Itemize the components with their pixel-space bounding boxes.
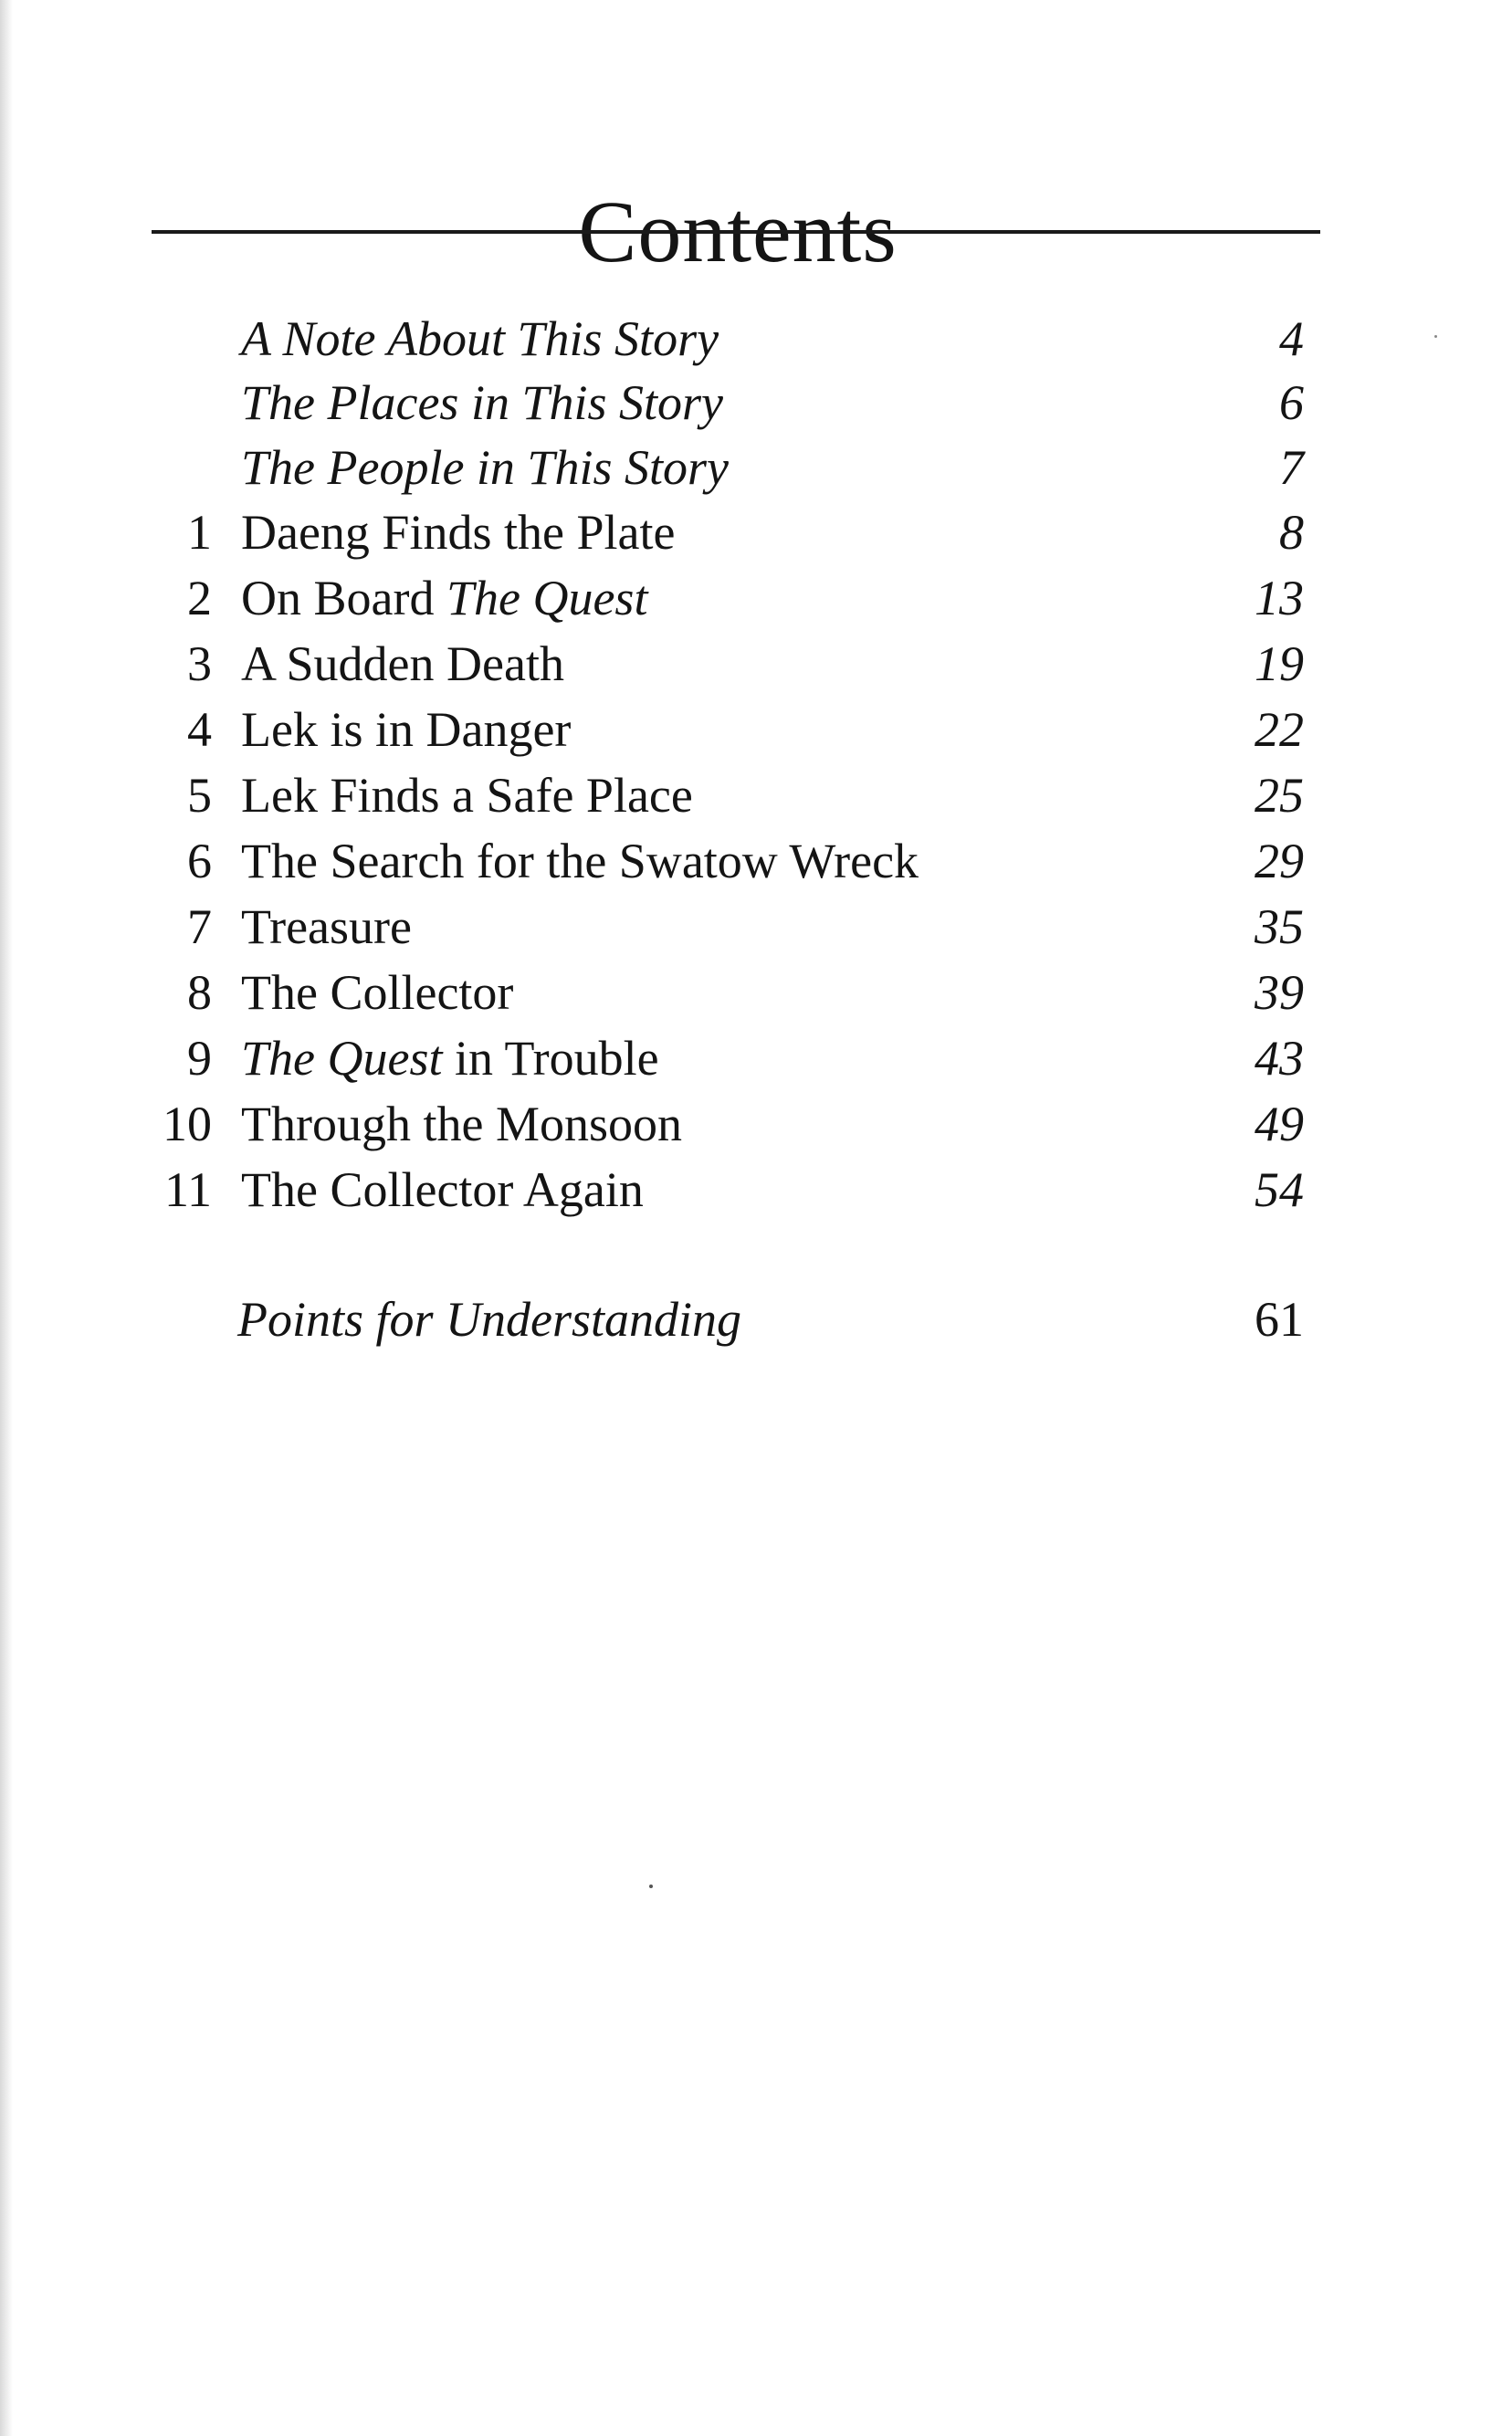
chapter-title: The Collector Again bbox=[241, 1162, 644, 1217]
toc-entry-page: 4 bbox=[1279, 311, 1304, 366]
chapter-page: 25 bbox=[1255, 768, 1304, 823]
chapter-title: Through the Monsoon bbox=[241, 1097, 682, 1151]
title-rule bbox=[152, 230, 1320, 234]
toc-chapter-6[interactable] bbox=[0, 828, 1512, 894]
chapter-page: 54 bbox=[1255, 1162, 1304, 1217]
chapter-title: A Sudden Death bbox=[241, 636, 564, 691]
toc-entry-title: The People in This Story bbox=[241, 440, 729, 495]
toc-chapter-8[interactable] bbox=[0, 960, 1512, 1025]
chapter-number: 3 bbox=[187, 636, 212, 691]
toc-entry-points[interactable] bbox=[0, 1286, 1512, 1352]
chapter-title-plain: in Trouble bbox=[442, 1031, 659, 1086]
chapter-number: 10 bbox=[163, 1097, 212, 1151]
chapter-number: 5 bbox=[187, 768, 212, 823]
toc-entry-page: 6 bbox=[1279, 375, 1304, 430]
chapter-title: Treasure bbox=[241, 899, 412, 954]
page-title: Contents bbox=[578, 183, 898, 281]
chapter-title: Daeng Finds the Plate bbox=[241, 505, 676, 560]
chapter-title: The Search for the Swatow Wreck bbox=[241, 834, 919, 888]
chapter-number: 6 bbox=[187, 834, 212, 888]
chapter-page: 49 bbox=[1255, 1097, 1304, 1151]
toc-entry-title: Points for Understanding bbox=[237, 1292, 742, 1347]
toc-entry-title: The Places in This Story bbox=[241, 375, 723, 430]
chapter-number: 1 bbox=[187, 505, 212, 560]
toc-chapter-9[interactable] bbox=[0, 1025, 1512, 1091]
toc-chapter-11[interactable] bbox=[0, 1157, 1512, 1223]
toc-chapter-5[interactable] bbox=[0, 762, 1512, 828]
toc-chapter-7[interactable] bbox=[0, 894, 1512, 960]
toc-entry-page: 61 bbox=[1255, 1292, 1304, 1347]
toc-chapter-2[interactable] bbox=[0, 565, 1512, 631]
print-speck bbox=[1434, 335, 1437, 338]
toc-entry-page: 7 bbox=[1279, 440, 1304, 495]
chapter-page: 35 bbox=[1255, 899, 1304, 954]
chapter-title: Lek is in Danger bbox=[241, 702, 572, 757]
toc-entry-note[interactable] bbox=[0, 306, 1512, 372]
toc-chapter-4[interactable] bbox=[0, 697, 1512, 762]
toc-chapter-3[interactable] bbox=[0, 631, 1512, 697]
chapter-number: 7 bbox=[187, 899, 212, 954]
chapter-number: 2 bbox=[187, 571, 212, 625]
toc-chapter-1[interactable] bbox=[0, 499, 1512, 565]
chapter-number: 8 bbox=[187, 965, 212, 1020]
chapter-page: 29 bbox=[1255, 834, 1304, 888]
chapter-page: 13 bbox=[1255, 571, 1304, 625]
toc-entry-people[interactable] bbox=[0, 435, 1512, 500]
chapter-number: 4 bbox=[187, 702, 212, 757]
chapter-title: The Collector bbox=[241, 965, 514, 1020]
chapter-page: 43 bbox=[1255, 1031, 1304, 1086]
chapter-page: 39 bbox=[1255, 965, 1304, 1020]
chapter-number: 9 bbox=[187, 1031, 212, 1086]
chapter-title-italic: The Quest bbox=[446, 571, 648, 625]
chapter-number: 11 bbox=[164, 1162, 212, 1217]
chapter-page: 19 bbox=[1255, 636, 1304, 691]
chapter-title bbox=[241, 565, 647, 631]
chapter-title-italic: The Quest bbox=[241, 1031, 443, 1086]
toc-entry-title: A Note About This Story bbox=[241, 311, 719, 366]
toc-entry-places[interactable] bbox=[0, 370, 1512, 436]
print-speck bbox=[649, 1885, 653, 1888]
toc-chapter-10[interactable] bbox=[0, 1091, 1512, 1157]
chapter-page: 22 bbox=[1255, 702, 1304, 757]
chapter-page: 8 bbox=[1279, 505, 1304, 560]
chapter-title bbox=[241, 1025, 659, 1091]
chapter-title: Lek Finds a Safe Place bbox=[241, 768, 693, 823]
chapter-title-plain: On Board bbox=[241, 571, 446, 625]
